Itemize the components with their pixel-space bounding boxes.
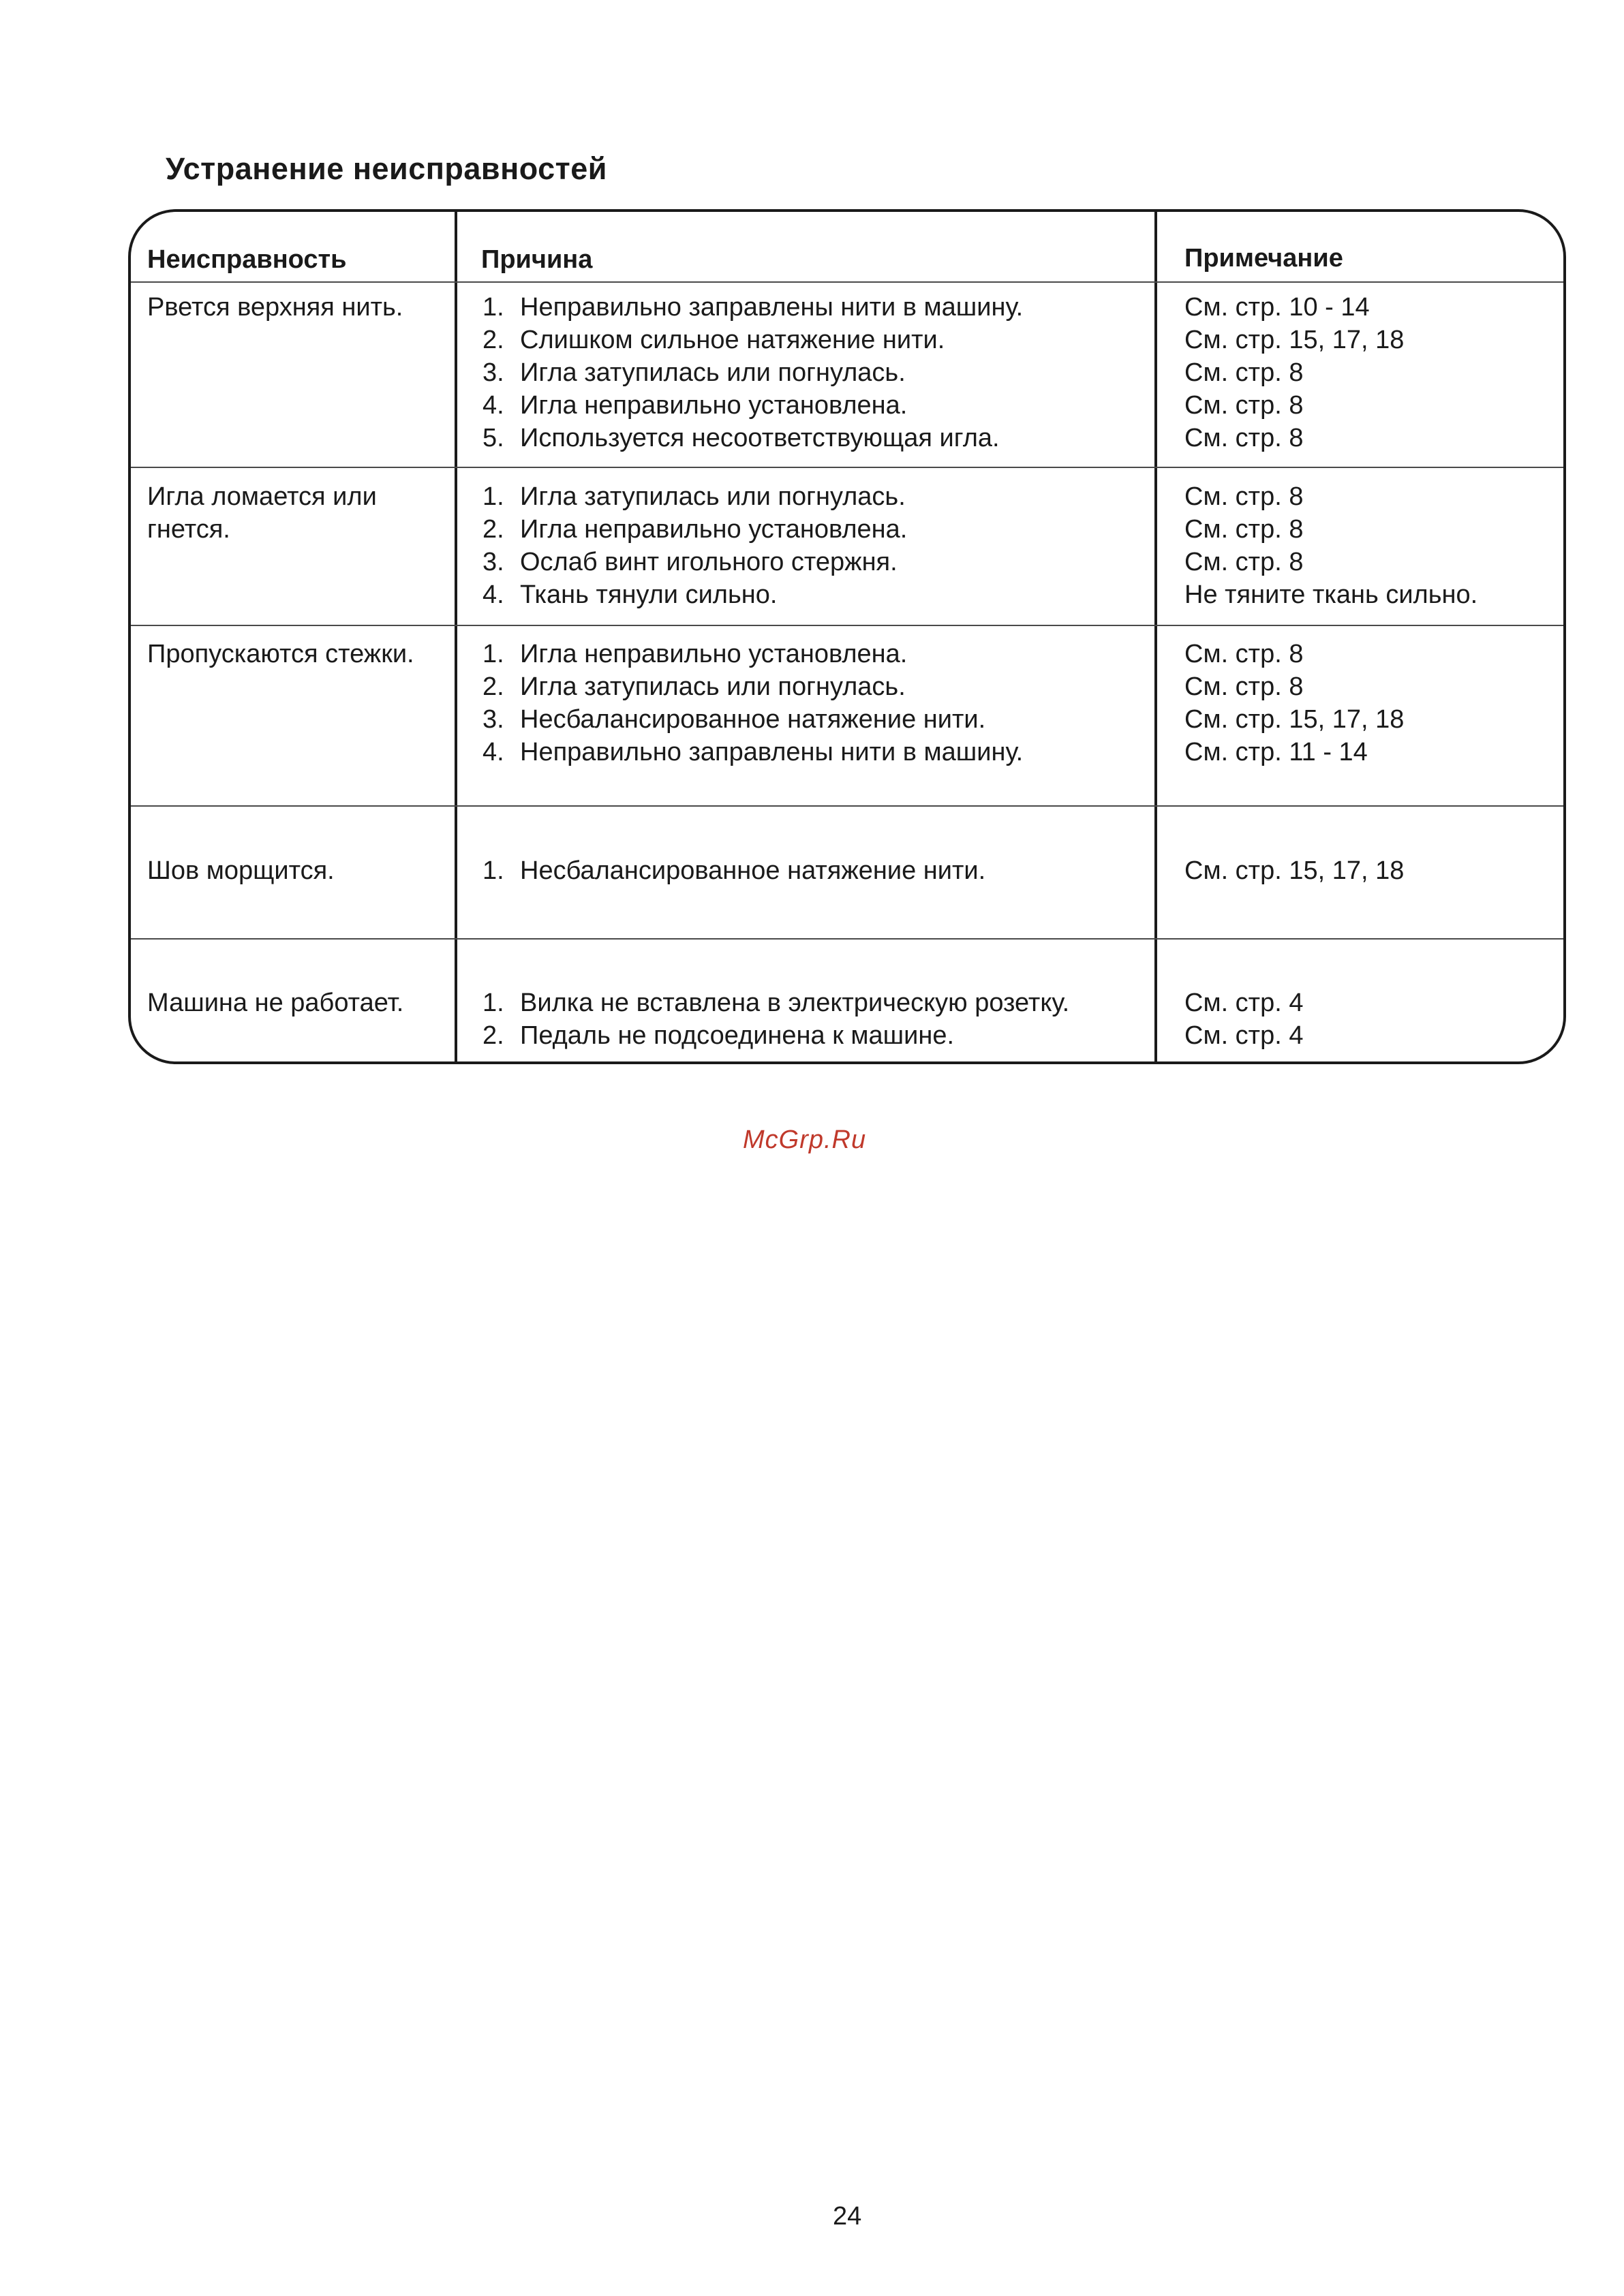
cause-list [482, 987, 1069, 1052]
cause-item: 3. Несбалансированное натяжение нити. [482, 705, 986, 734]
fault-cell [147, 638, 414, 670]
cause-item: 4. Ткань тянули сильно. [482, 580, 778, 609]
note-item: См. стр. 8 [1184, 548, 1304, 576]
fault-text: Игла ломается или [147, 482, 377, 511]
note-list [1184, 480, 1477, 611]
note-list [1184, 291, 1404, 454]
note-item: См. стр. 8 [1184, 391, 1304, 420]
cause-item: 1. Вилка не вставлена в электрическую розетку. [482, 989, 1070, 1017]
header-note: Примечание [1184, 244, 1343, 273]
column-divider [1154, 212, 1157, 1061]
fault-cell [147, 480, 377, 546]
note-item: См. стр. 8 [1184, 424, 1304, 452]
header-cause: Причина [481, 245, 593, 274]
note-item: См. стр. 15, 17, 18 [1184, 856, 1405, 885]
fault-cell [147, 854, 335, 887]
note-list [1184, 987, 1303, 1052]
note-item: См. стр. 8 [1184, 358, 1304, 387]
fault-cell [147, 291, 403, 324]
column-divider [455, 212, 457, 1061]
troubleshooting-table [128, 209, 1566, 1064]
note-item: См. стр. 11 - 14 [1184, 738, 1368, 766]
cause-item: 1. Игла затупилась или погнулась. [482, 482, 906, 511]
cause-item: 3. Ослаб винт игольного стержня. [482, 548, 898, 576]
row-divider [131, 805, 1563, 807]
cause-list [482, 291, 1023, 454]
cause-item: 2. Игла неправильно установлена. [482, 515, 908, 544]
row-divider [131, 625, 1563, 626]
page-title: Устранение неисправностей [166, 151, 607, 186]
page-number: 24 [833, 2202, 862, 2231]
header-divider [131, 281, 1563, 283]
header-fault: Неисправность [147, 245, 347, 274]
fault-text: гнется. [147, 515, 230, 544]
cause-item: 4. Неправильно заправлены нити в машину. [482, 738, 1024, 766]
note-item: См. стр. 15, 17, 18 [1184, 705, 1405, 734]
cause-item: 3. Игла затупилась или погнулась. [482, 358, 906, 387]
cause-list [482, 638, 1023, 769]
note-list [1184, 854, 1404, 887]
note-item: См. стр. 8 [1184, 640, 1304, 668]
cause-item: 1. Игла неправильно установлена. [482, 640, 908, 668]
fault-cell [147, 987, 403, 1019]
fault-text: Машина не работает. [147, 989, 404, 1017]
fault-text: Рвется верхняя нить. [147, 293, 403, 322]
cause-list [482, 480, 907, 611]
cause-item: 5. Используется несоответствующая игла. [482, 424, 1000, 452]
note-item: См. стр. 4 [1184, 1021, 1304, 1050]
row-divider [131, 467, 1563, 468]
note-item: Не тяните ткань сильно. [1184, 580, 1478, 609]
cause-list [482, 854, 985, 887]
cause-item: 1. Несбалансированное натяжение нити. [482, 856, 986, 885]
cause-item: 2. Педаль не подсоединена к машине. [482, 1021, 955, 1050]
cause-item: 1. Неправильно заправлены нити в машину. [482, 293, 1024, 322]
row-divider [131, 938, 1563, 940]
cause-item: 2. Слишком сильное натяжение нити. [482, 326, 945, 354]
note-item: См. стр. 10 - 14 [1184, 293, 1370, 322]
note-item: См. стр. 15, 17, 18 [1184, 326, 1405, 354]
fault-text: Пропускаются стежки. [147, 640, 414, 668]
note-list [1184, 638, 1404, 769]
note-item: См. стр. 4 [1184, 989, 1304, 1017]
cause-item: 4. Игла неправильно установлена. [482, 391, 908, 420]
watermark: McGrp.Ru [743, 1126, 867, 1154]
cause-item: 2. Игла затупилась или погнулась. [482, 672, 906, 701]
fault-text: Шов морщится. [147, 856, 335, 885]
note-item: См. стр. 8 [1184, 672, 1304, 701]
note-item: См. стр. 8 [1184, 515, 1304, 544]
note-item: См. стр. 8 [1184, 482, 1304, 511]
